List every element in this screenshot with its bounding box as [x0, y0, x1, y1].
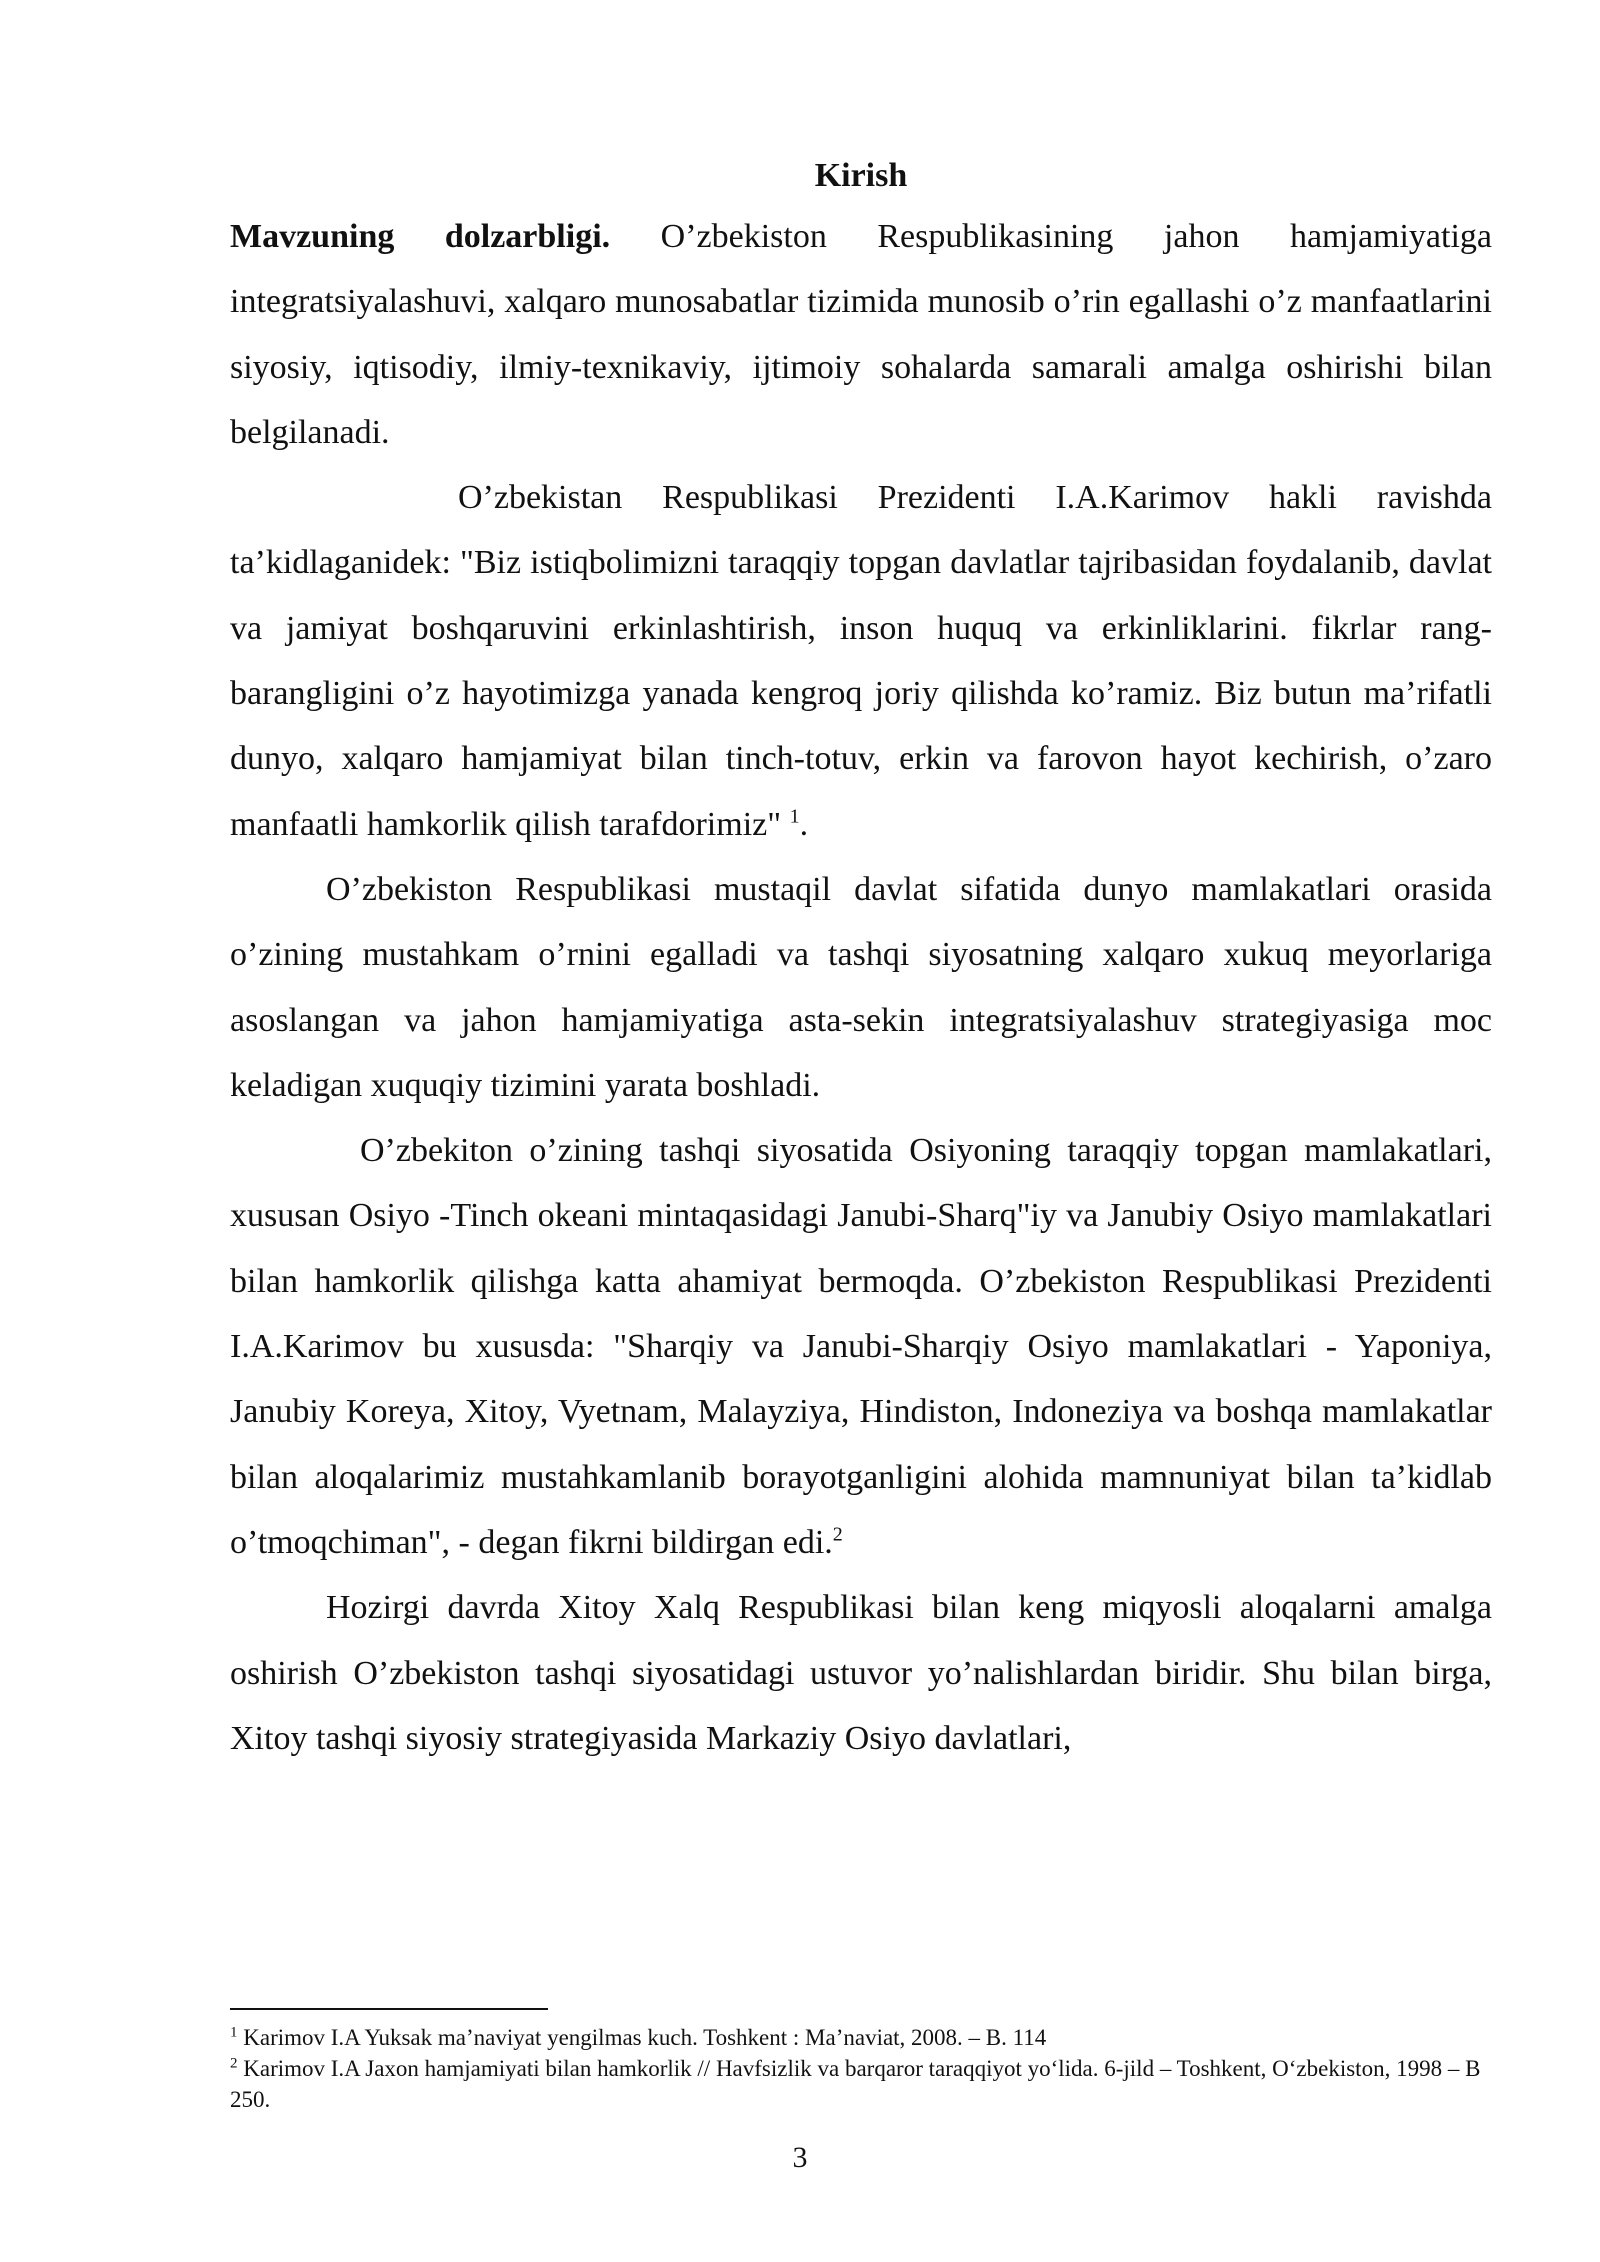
- footnote-text: Karimov I.A Yuksak ma’naviyat yengilmas kuch. Toshkent : Ma’naviat, 2008. – B. 114: [237, 2025, 1047, 2050]
- page-number: 3: [792, 2141, 808, 2174]
- paragraph-president-quote: [230, 465, 1492, 857]
- paragraph-text: Hozirgi davrda Xitoy Xalq Respublikasi bilan keng miqyosli aloqalarni amalga oshirish O’zbekiston tashqi siyosatidagi ustuvor yo’nalishlardan biridir. Shu bilan birga, Xitoy tashqi siyosiy strategiyasida Markaziy Osiyo davlatlari,: [230, 1589, 1492, 1757]
- footnote-1: [230, 2022, 1492, 2053]
- paragraph-text: O’zbekiston Respublikasi mustaqil davlat sifatida dunyo mamlakatlari orasida o’zining mustahkam o’rnini egalladi va tashqi siyosatning xalqaro xukuq meyorlariga asoslangan va jahon hamjamiyatiga asta-sekin integratsiyalashuv strategiyasiga moc keladigan xuquqiy tizimini yarata boshladi.: [230, 870, 1492, 1104]
- footnote-separator: [230, 2008, 548, 2010]
- paragraph-relevance: [230, 204, 1492, 465]
- paragraph-china-relations: [230, 1575, 1492, 1771]
- footnote-marker: 1: [230, 2024, 238, 2041]
- footnote-ref-1[interactable]: 1: [789, 805, 800, 828]
- paragraph-text: O’zbekistan Respublikasi Prezidenti I.A.Karimov hakli ravishda ta’kidlaganidek: "Biz istiqbolimizni taraqqiy topgan davlatlar tajribasidan foydalanib, davlat va jamiyat boshqaruvini erkinlashtirish, inson huquq va erkinliklarini. fikrlar rang-barangligini o’z hayotimizga yanada kengroq joriy qilishda ko’ramiz. Biz butun ma’rifatli dunyo, xalqaro hamjamiyat bilan tinch-totuv, erkin va farovon hayot kechirish, o’zaro manfaatli hamkorlik qilish tarafdorimiz": [230, 479, 1492, 843]
- paragraph-text: O’zbekiston Respublikasining jahon hamjamiyatiga integratsiyalashuvi, xalqaro munosabatlar tizimida munosib o’rin egallashi o’z manfaatlarini siyosiy, iqtisodiy, ilmiy-texnikaviy, ijtimoiy sohalarda samarali amalga oshirishi bilan belgilanadi.: [230, 218, 1492, 451]
- main-content: [230, 148, 1492, 1771]
- page-title: Kirish: [814, 157, 908, 194]
- paragraph-end-punctuation: .: [799, 805, 809, 843]
- paragraph-asia-cooperation: [230, 1118, 1492, 1575]
- relevance-heading: Mavzuning dolzarbligi.: [230, 218, 611, 255]
- footnote-2: [230, 2053, 1492, 2115]
- footnotes-section: [230, 2008, 1492, 2115]
- footnote-marker: 2: [230, 2055, 238, 2072]
- footnote-ref-2[interactable]: 2: [832, 1523, 843, 1546]
- paragraph-independence: [230, 857, 1492, 1118]
- paragraph-text: O’zbekiton o’zining tashqi siyosatida Osiyoning taraqqiy topgan mamlakatlari, xususan Osiyo -Tinch okeani mintaqasidagi Janubi-Sharq"iy va Janubiy Osiyo mamlakatlari bilan hamkorlik qilishga katta ahamiyat bermoqda. O’zbekiston Respublikasi Prezidenti I.A.Karimov bu xususda: "Sharqiy va Janubi-Sharqiy Osiyo mamlakatlari - Yaponiya, Janubiy Koreya, Xitoy, Vyetnam, Malayziya, Hindiston, Indoneziya va boshqa mamlakatlar bilan aloqalarimiz mustahkamlanib borayotganligini alohida mamnuniyat bilan ta’kidlab o’tmoqchiman", - degan fikrni bildirgan edi.: [230, 1132, 1492, 1561]
- footnote-text: Karimov I.A Jaxon hamjamiyati bilan hamkorlik // Havfsizlik va barqaror taraqqiyot yo‘lida. 6-jild – Toshkent, O‘zbekiston, 1998 – B 250.: [230, 2056, 1481, 2112]
